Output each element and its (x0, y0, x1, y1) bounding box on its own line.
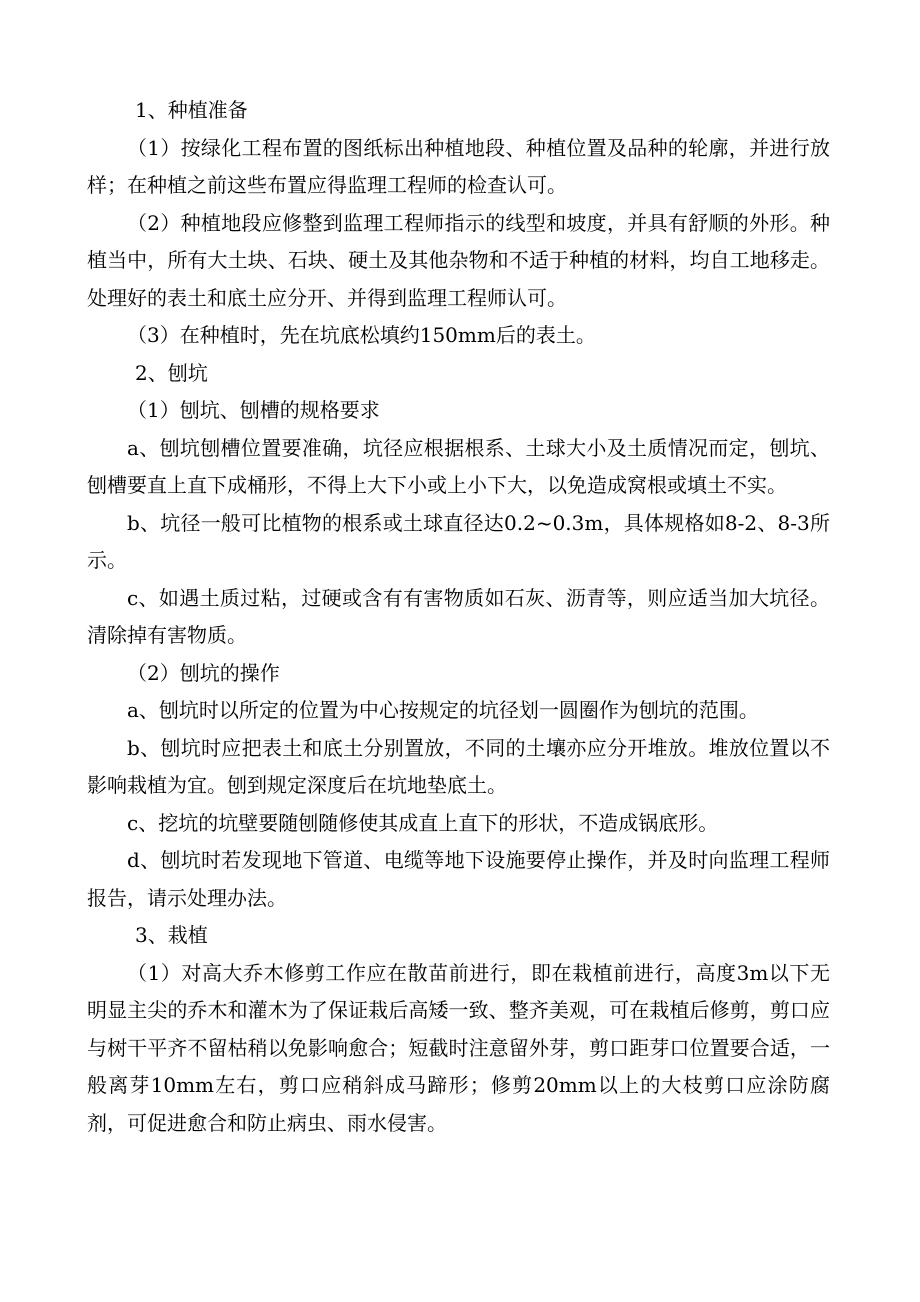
section-heading-planting-prep: 1、种植准备 (135, 98, 248, 122)
section-heading-planting: 3、栽植 (135, 923, 208, 947)
subsection-heading: （2）刨坑的操作 (127, 660, 280, 685)
paragraph: （3）在种植时，先在坑底松填约150mm后的表土。 (127, 323, 596, 347)
paragraph: a、刨坑时以所定的位置为中心按规定的坑径划一圆圈作为刨坑的范围。 (127, 698, 759, 722)
paragraph: b、坑径一般可比植物的根系或土球直径达0.2~0.3m，具体规格如8-2、8-3所示。 (87, 510, 830, 572)
paragraph: （1）对高大乔木修剪工作应在散苗前进行，即在栽植前进行，高度3m以下无明显主尖的乔木和灌木为了保证栽后高矮一致、整齐美观，可在栽植后修剪，剪口应与树干平齐不留枯稍以免影响愈合；短截时注意留外芽，剪口距芽口位置要合适，一般离芽10mm左右，剪口应稍斜成马蹄形；修剪20mm以上的大枝剪口应涂防腐剂，可促进愈合和防止病虫、雨水侵害。 (87, 960, 830, 1135)
paragraph: c、如遇土质过粘，过硬或含有有害物质如石灰、沥青等，则应适当加大坑径。清除掉有害物质。 (87, 585, 830, 647)
paragraph: （2）种植地段应修整到监理工程师指示的线型和坡度，并具有舒顺的外形。种植当中，所有大土块、石块、硬土及其他杂物和不适于种植的材料，均自工地移走。处理好的表土和底土应分开、并得到监理工程师认可。 (87, 210, 830, 310)
paragraph: b、刨坑时应把表土和底土分别置放，不同的土壤亦应分开堆放。堆放位置以不影响栽植为宜。刨到规定深度后在坑地垫底土。 (87, 735, 830, 797)
paragraph: a、刨坑刨槽位置要准确，坑径应根据根系、土球大小及土质情况而定，刨坑、刨槽要直上直下成桶形，不得上大下小或上小下大，以免造成窝根或填土不实。 (87, 435, 830, 497)
paragraph: （1）按绿化工程布置的图纸标出种植地段、种植位置及品种的轮廓，并进行放样；在种植之前这些布置应得监理工程师的检查认可。 (87, 135, 830, 197)
subsection-heading: （1）刨坑、刨槽的规格要求 (127, 398, 380, 422)
paragraph: d、刨坑时若发现地下管道、电缆等地下设施要停止操作，并及时向监理工程师报告，请示处理办法。 (87, 848, 830, 910)
section-heading-digging: 2、刨坑 (135, 360, 208, 385)
paragraph: c、挖坑的坑壁要随刨随修使其成直上直下的形状，不造成锅底形。 (127, 810, 719, 835)
